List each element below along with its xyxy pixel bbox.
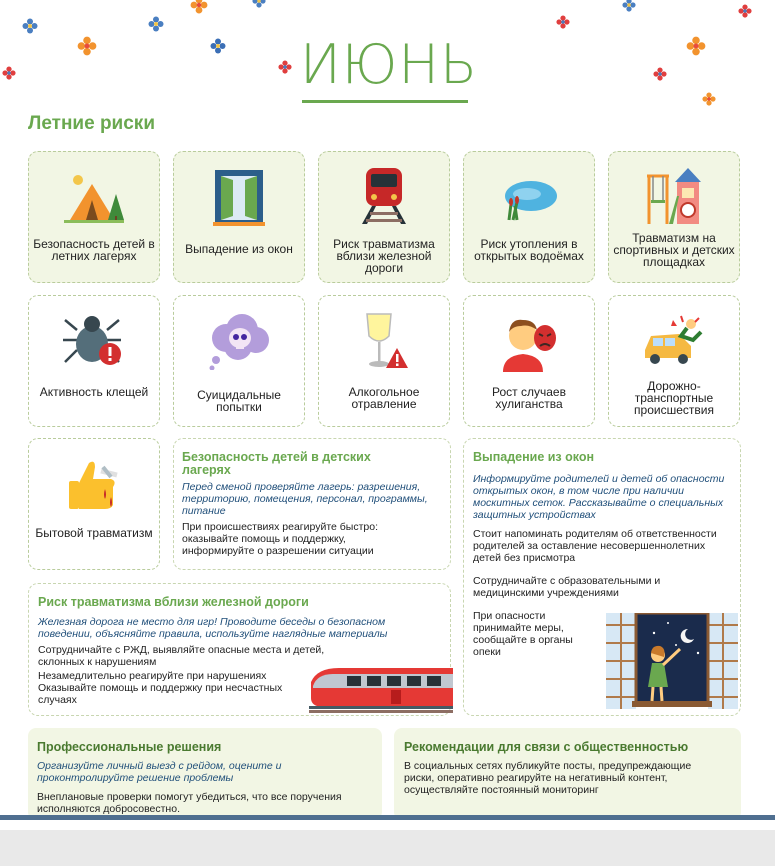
flower-orange-icon [190, 0, 208, 14]
risk-card-camps[interactable] [28, 151, 160, 283]
section-title: Летние риски [28, 113, 155, 134]
panel-text: При опасности принимайте меры, сообщайте в органы опеки [473, 610, 573, 658]
panel-title: Рекомендации для связи с общественностью [404, 740, 689, 754]
risk-card-drowning[interactable] [463, 151, 595, 283]
bottom-divider [0, 815, 775, 820]
risk-card-road-accidents[interactable] [608, 295, 740, 427]
flower-red-icon [653, 67, 667, 81]
flower-blue-icon [148, 16, 164, 32]
panel-italic: Организуйте личный выезд с рейдом, оцените и проконтролируйте решение проблемы [37, 760, 282, 784]
risk-card-label: Рост случаев хулиганства [492, 385, 566, 411]
panel-text: Стоит напоминать родителям об ответственности родителей за оставление несовершеннолетних детей без присмотра [473, 528, 717, 564]
risk-card-hooliganism[interactable] [463, 295, 595, 427]
panel-text: В социальных сетях публикуйте посты, предупреждающие риски, оперативно реагируйте на негативный контент, осуществляйте постоянный мониторинг [404, 760, 692, 796]
risk-card-railway[interactable] [318, 151, 450, 283]
hooligan-mask-icon [499, 312, 559, 372]
injured-hand-icon [65, 455, 123, 515]
risk-card-label: Безопасность детей в летних лагерях [33, 237, 155, 263]
month-title: ИЮНЬ [300, 33, 479, 96]
open-window-icon [213, 168, 265, 226]
panel-text: Незамедлительно реагируйте при нарушениях Оказывайте помощь и поддержку при несчастных случаях [38, 670, 283, 706]
footer-strip [0, 830, 775, 866]
risk-card-windows[interactable] [173, 151, 305, 283]
flower-red-icon [738, 4, 752, 18]
risk-card-alcohol[interactable] [318, 295, 450, 427]
pond-icon [499, 174, 559, 222]
skull-cloud-icon [208, 314, 270, 370]
panel-italic: Железная дорога не место для игр! Проводите беседы о безопасном поведении, объясняйте правила, используйте наглядные материалы [38, 616, 388, 640]
car-accident-icon [643, 314, 705, 368]
train-icon [358, 166, 410, 226]
flower-red-icon [278, 60, 292, 74]
flower-orange-icon [702, 92, 716, 106]
flower-orange-icon [77, 36, 97, 56]
tick-warning-icon [63, 310, 125, 370]
risk-card-label: Бытовой травматизм [35, 526, 153, 540]
panel-italic: Перед сменой проверяйте лагерь: разрешения, территорию, помещения, персонал, программы, питание [182, 481, 428, 517]
risk-card-suicide[interactable] [173, 295, 305, 427]
panel-text: Внеплановые проверки помогут убедиться, что все поручения исполняются добросовестно. [37, 791, 342, 815]
panel-windows [463, 438, 741, 716]
panel-professional [28, 728, 382, 820]
risk-card-label: Алкогольное отравление [348, 385, 420, 411]
panel-title: Профессиональные решения [37, 740, 222, 754]
flower-orange-icon [686, 36, 706, 56]
flower-red-icon [2, 66, 16, 80]
wine-glass-warning-icon [359, 312, 409, 370]
flower-blue-icon [622, 0, 636, 12]
risk-card-label: Риск травматизма вблизи железной дороги [333, 237, 435, 275]
risk-card-label: Дорожно-транспортные происшествия [634, 379, 714, 417]
risk-card-label: Риск утопления в открытых водоёмах [474, 237, 584, 263]
panel-title: Риск травматизма вблизи железной дороги [38, 595, 309, 609]
risk-card-label: Активность клещей [39, 385, 149, 399]
risk-card-label: Выпадение из окон [185, 242, 293, 256]
flower-red-icon [556, 15, 570, 29]
risk-card-label: Травматизм на спортивных и детских площадках [613, 231, 735, 269]
camp-tent-icon [64, 170, 124, 224]
flower-blue-icon [210, 38, 226, 54]
flower-blue-icon [22, 18, 38, 34]
panel-title: Безопасность детей в детских лагерях [182, 450, 371, 477]
risk-card-playground[interactable] [608, 151, 740, 283]
risk-card-ticks[interactable] [28, 295, 160, 427]
panel-text: При происшествиях реагируйте быстро: оказывайте помощь и поддержку, информируйте о разрешении ситуации [182, 521, 378, 557]
panel-camps [173, 438, 451, 570]
playground-icon [643, 166, 705, 228]
risk-card-household-injury[interactable] [28, 438, 160, 570]
panel-title: Выпадение из окон [473, 450, 595, 464]
risk-card-label: Суицидальные попытки [197, 388, 281, 414]
panel-text: Сотрудничайте с РЖД, выявляйте опасные места и детей, склонных к нарушениям [38, 644, 325, 668]
panel-railway [28, 583, 451, 716]
month-underline [302, 100, 468, 103]
flower-blue-icon [252, 0, 266, 8]
panel-public-relations [394, 728, 741, 820]
train-illustration [309, 666, 453, 714]
panel-italic: Информируйте родителей и детей об опасности открытых окон, в том числе при наличии москитных сеток. Рассказывайте о специальных защитных устройствах [473, 473, 725, 521]
panel-text: Сотрудничайте с образовательными и медицинскими учреждениями [473, 575, 661, 599]
girl-at-window-illustration [606, 613, 738, 709]
